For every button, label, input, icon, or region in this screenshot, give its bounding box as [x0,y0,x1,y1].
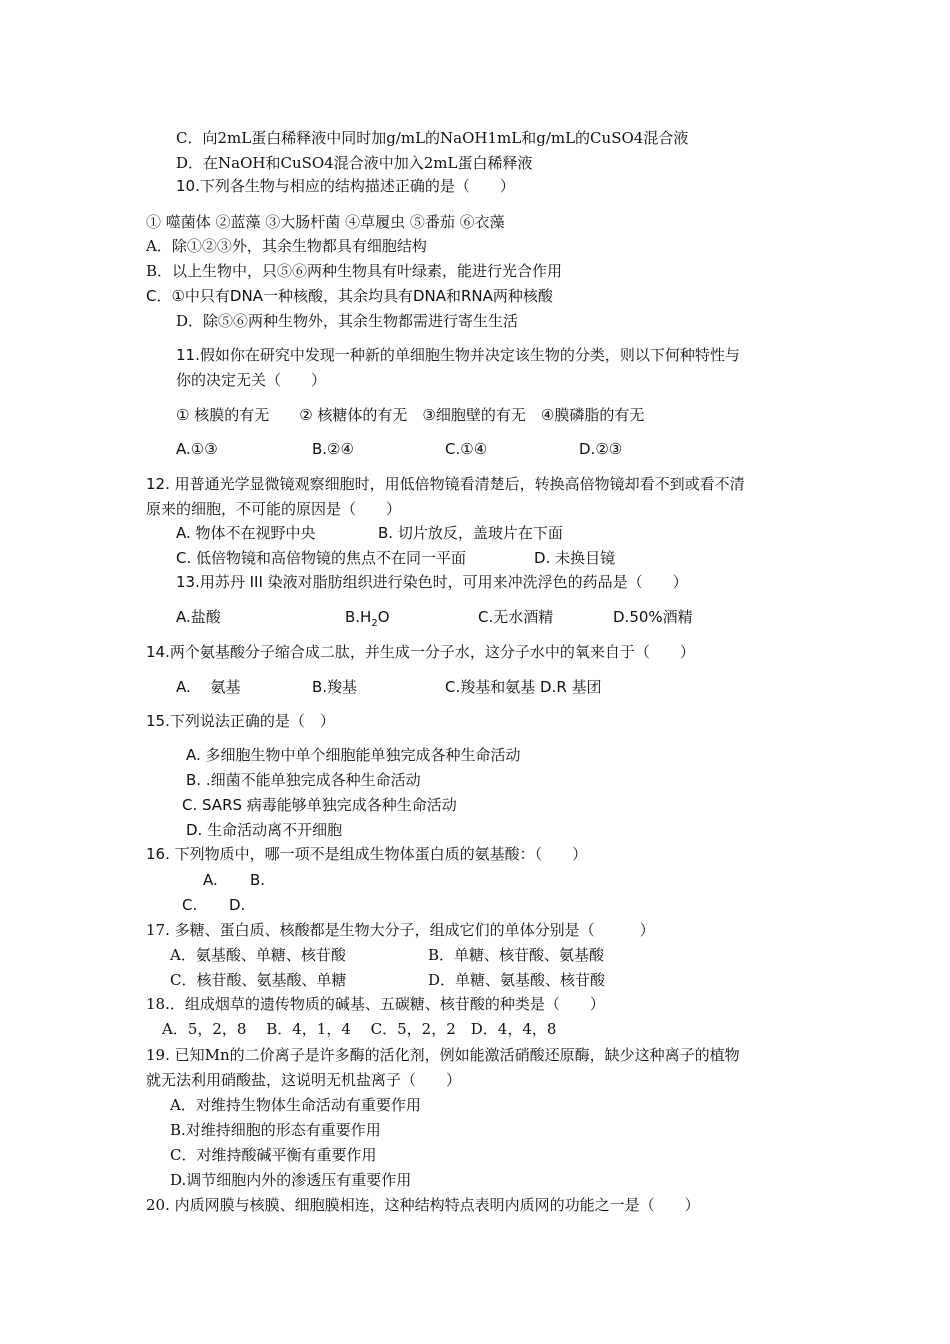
q11-options [0,439,950,459]
q18-options: A．5，2，8 B．4，1，4 C．5，2，2 D．4，4，8 [162,1020,557,1038]
q13-options [0,607,950,627]
q15-option-b: B. .细菌不能单独完成各种生命活动 [186,771,421,789]
q11-items: ① 核膜的有无 ② 核糖体的有无 ③细胞壁的有无 ④膜磷脂的有无 [176,406,645,424]
q14-stem: 14.两个氨基酸分子缩合成二肽，并生成一分子水，这分子水中的氧来自于（ ） [146,643,695,661]
q19-stem-line1: 19. 已知Mn的二价离子是许多酶的活化剂，例如能激活硝酸还原酶，缺少这种离子的植物 [146,1046,740,1064]
q19-option-a: A．对维持生物体生命活动有重要作用 [170,1096,421,1114]
q13-option-a: A.盐酸 [176,608,221,626]
q12-options-row2 [0,548,950,568]
q10-stem: 10.下列各生物与相应的结构描述正确的是（ ） [176,177,515,195]
q16-options-row1 [0,870,950,890]
q16-option-a: A. [203,871,218,889]
q18-stem: 18.．组成烟草的遗传物质的碱基、五碳糖、核苷酸的种类是（ ） [146,995,605,1013]
q10-option-c: C．①中只有DNA一种核酸，其余均具有DNA和RNA两种核酸 [146,287,553,305]
q19-option-c: C．对维持酸碱平衡有重要作用 [170,1146,377,1164]
q12-option-c: C. 低倍物镜和高倍物镜的焦点不在同一平面 [176,549,467,567]
q11-option-c: C.①④ [445,440,488,458]
q16-option-b: B. [250,871,266,889]
q15-option-c: C. SARS 病毒能够单独完成各种生命活动 [182,796,457,814]
q16-option-c: C. [182,896,198,914]
q11-option-d: D.②③ [579,440,623,458]
q17-options-row1 [0,945,950,965]
q15-option-a: A. 多细胞生物中单个细胞能单独完成各种生命活动 [186,746,521,764]
q15-stem: 15.下列说法正确的是（ ） [146,712,335,730]
q17-option-c: C．核苷酸、氨基酸、单糖 [170,971,347,989]
q19-option-b: B.对维持细胞的形态有重要作用 [170,1121,381,1139]
q14-option-a: A. 氨基 [176,678,241,696]
q12-option-d: D. 未换目镜 [534,549,616,567]
q13-stem: 13.用苏丹 III 染液对脂肪组织进行染色时，可用来冲洗浮色的药品是（ ） [176,573,688,591]
q11-stem-line2: 你的决定无关（ ） [176,371,327,389]
q13-option-b-subscript: 2 [371,618,378,629]
q19-option-d: D.调节细胞内外的渗透压有重要作用 [170,1171,412,1189]
q17-stem: 17. 多糖、蛋白质、核酸都是生物大分子，组成它们的单体分别是（ ） [146,921,655,939]
q13-option-c: C.无水酒精 [478,608,554,626]
q9-option-d: D．在NaOH和CuSO4混合液中加入2mL蛋白稀释液 [176,154,533,172]
q13-option-b-suffix: O [377,608,390,626]
q11-option-b: B.②④ [312,440,354,458]
q14-options [0,677,950,697]
q12-option-b: B. 切片放反，盖玻片在下面 [378,524,563,542]
q13-option-d: D.50%酒精 [613,608,693,626]
q12-option-a: A. 物体不在视野中央 [176,524,316,542]
q17-option-a: A．氨基酸、单糖、核苷酸 [170,946,346,964]
q14-option-c-d: C.羧基和氨基 D.R 基团 [445,678,602,696]
q10-items: ① 噬菌体 ②蓝藻 ③大肠杆菌 ④草履虫 ⑤番茄 ⑥衣藻 [146,213,505,231]
q16-option-d: D. [229,896,246,914]
q12-stem-line2: 原来的细胞，不可能的原因是（ ） [146,500,402,518]
q19-stem-line2: 就无法利用硝酸盐，这说明无机盐离子（ ） [146,1071,462,1089]
q14-option-b: B.羧基 [312,678,358,696]
q11-stem-line1: 11.假如你在研究中发现一种新的单细胞生物并决定该生物的分类，则以下何种特性与 [176,346,740,364]
q13-option-b [345,607,390,627]
q20-stem: 20. 内质网膜与核膜、细胞膜相连，这种结构特点表明内质网的功能之一是（ ） [146,1196,700,1214]
q16-options-row2 [0,895,950,915]
q16-stem: 16. 下列物质中，哪一项不是组成生物体蛋白质的氨基酸：（ ） [146,845,588,863]
q17-option-d: D．单糖、氨基酸、核苷酸 [428,971,606,989]
q10-option-b: B．以上生物中，只⑤⑥两种生物具有叶绿素，能进行光合作用 [146,262,563,280]
q10-option-a: A．除①②③外，其余生物都具有细胞结构 [146,237,427,255]
q12-stem-line1: 12. 用普通光学显微镜观察细胞时，用低倍物镜看清楚后，转换高倍物镜却看不到或看不清 [146,475,745,493]
q17-options-row2 [0,970,950,990]
q11-option-a: A.①③ [176,440,218,458]
q17-option-b: B．单糖、核苷酸、氨基酸 [428,946,605,964]
q9-option-c: C．向2mL蛋白稀释液中同时加g/mL的NaOH1mL和g/mL的CuSO4混合液 [176,129,689,147]
q15-option-d: D. 生命活动离不开细胞 [186,821,343,839]
q12-options-row1 [0,523,950,543]
q10-option-d: D．除⑤⑥两种生物外，其余生物都需进行寄生生活 [176,312,519,330]
q13-option-b-label: B.H [345,608,372,626]
